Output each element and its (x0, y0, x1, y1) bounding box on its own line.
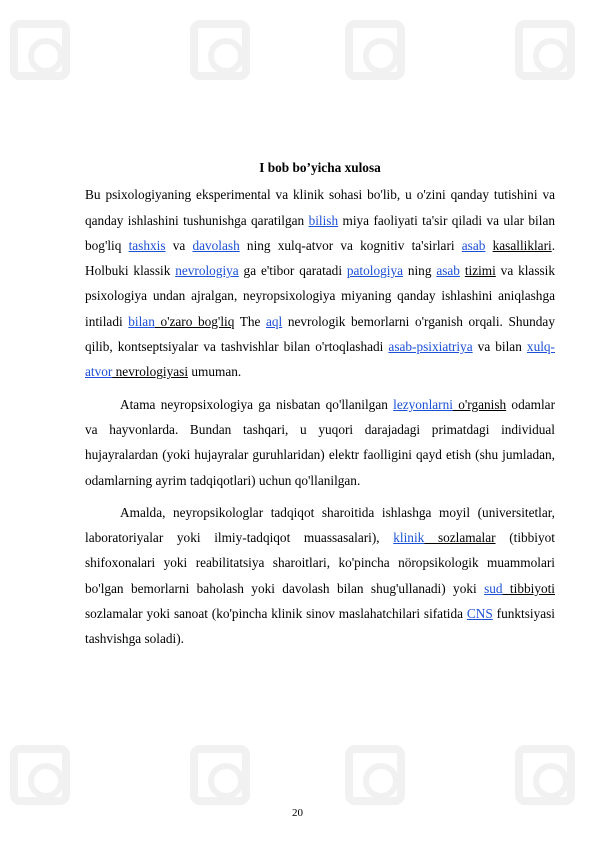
text: va (165, 237, 193, 253)
text: ga e'tibor qaratadi (238, 263, 347, 279)
link-tizimi[interactable]: tizimi (464, 263, 496, 279)
text: sozlamalar yoki sanoat (ko'pincha klinik sinov maslahatchilari sifatida (85, 606, 467, 622)
watermark-logo (190, 745, 250, 805)
link-tibbiyoti[interactable]: tibbiyoti (502, 580, 555, 596)
link-tashxis[interactable]: tashxis (128, 237, 166, 253)
text: . Holbuki klassik (85, 237, 556, 279)
text: ning (403, 263, 437, 279)
text: (tibbiyot shifoxonalari yoki reabilitatsiya sharoitlari, ko'pincha nöropsikologik muammolari bo'lgan bemorlarni baholash yoki davolash bilan shug'ullanadi) yoki (85, 530, 555, 596)
watermark-logo (190, 20, 250, 80)
link-bilan[interactable]: bilan (128, 313, 155, 329)
text: The (234, 313, 266, 329)
link-lezyonlarni[interactable]: lezyonlarni (393, 396, 453, 412)
paragraph-1 (85, 182, 555, 384)
link-aql[interactable]: aql (265, 313, 283, 329)
text: funktsiyasi tashvishga soladi). (85, 606, 556, 647)
text: odamlar va hayvonlarda. Bundan tashqari, u yuqori darajadagi primatdagi individual hujayralardan (yoki hujayralar guruhlaridan) elektr faolligini qayd etish (shu jumladan, odamlarning ayrim tadqiqotlari) uchun qo'llanilgan. (85, 396, 555, 488)
watermark-logo (515, 745, 575, 805)
text: Bu psixologiyaning eksperimental va klinik sohasi bo'lib, u o'zini qanday tutishini va qanday ishlashini tushunishga qaratilgan (85, 187, 555, 228)
link-nevrologiyasi[interactable]: nevrologiyasi (112, 364, 189, 380)
link-organish[interactable]: o'rganish (452, 396, 507, 412)
text: va bilan (472, 339, 527, 355)
link-kasalliklari[interactable]: kasalliklari (492, 237, 552, 253)
text: va klassik psixologiya undan ajralgan, neyropsixologiya miyaning qanday ishlashini aniqlashga intiladi (85, 263, 556, 329)
text: nevrologik bemorlarni o'rganish orqali. Shunday qilib, kontseptsiyalar va tashvishlar bilan o'rtoqlashadi (85, 313, 555, 355)
link-cns[interactable]: CNS (466, 606, 493, 622)
text: umuman. (188, 364, 242, 380)
watermark-logo (345, 745, 405, 805)
text: ning xulq-atvor va kognitiv ta'sirlari (239, 237, 462, 253)
watermark-logo (10, 20, 70, 80)
link-sozlamalar[interactable]: sozlamalar (424, 530, 496, 546)
link-xulq-atvor[interactable]: xulq-atvor (85, 339, 555, 380)
watermark-logo (345, 20, 405, 80)
link-asab-psixiatriya[interactable]: asab-psixiatriya (388, 339, 473, 355)
paragraph-3 (85, 500, 555, 652)
link-bilish[interactable]: bilish (308, 212, 339, 228)
page-number: 20 (292, 807, 303, 819)
link-klinik[interactable]: klinik (393, 530, 425, 546)
text: Atama neyropsixologiya ga nisbatan qo'llanilgan (120, 396, 394, 412)
link-asab[interactable]: asab (461, 237, 486, 253)
text: Amalda, neyropsikologlar tadqiqot sharoitida ishlashga moyil (universitetlar, laboratoriyalar yoki ilmiy-tadqiqot muassasalari), (85, 504, 555, 546)
link-patologiya[interactable]: patologiya (346, 263, 403, 279)
link-ozaro-boglq[interactable]: o'zaro bog'liq (154, 313, 235, 329)
link-davolash[interactable]: davolash (192, 237, 240, 253)
link-asab-2[interactable]: asab (436, 263, 460, 279)
paragraph-2 (85, 392, 555, 493)
watermark-logo (10, 745, 70, 805)
watermark-logo (515, 20, 575, 80)
section-title: I bob bo’yicha xulosa (259, 160, 381, 175)
link-sud[interactable]: sud (484, 580, 503, 596)
document-body (85, 155, 555, 659)
text: miya faoliyati ta'sir qiladi va ular bilan bog'liq (85, 212, 555, 253)
link-nevrologiya[interactable]: nevrologiya (175, 263, 239, 279)
